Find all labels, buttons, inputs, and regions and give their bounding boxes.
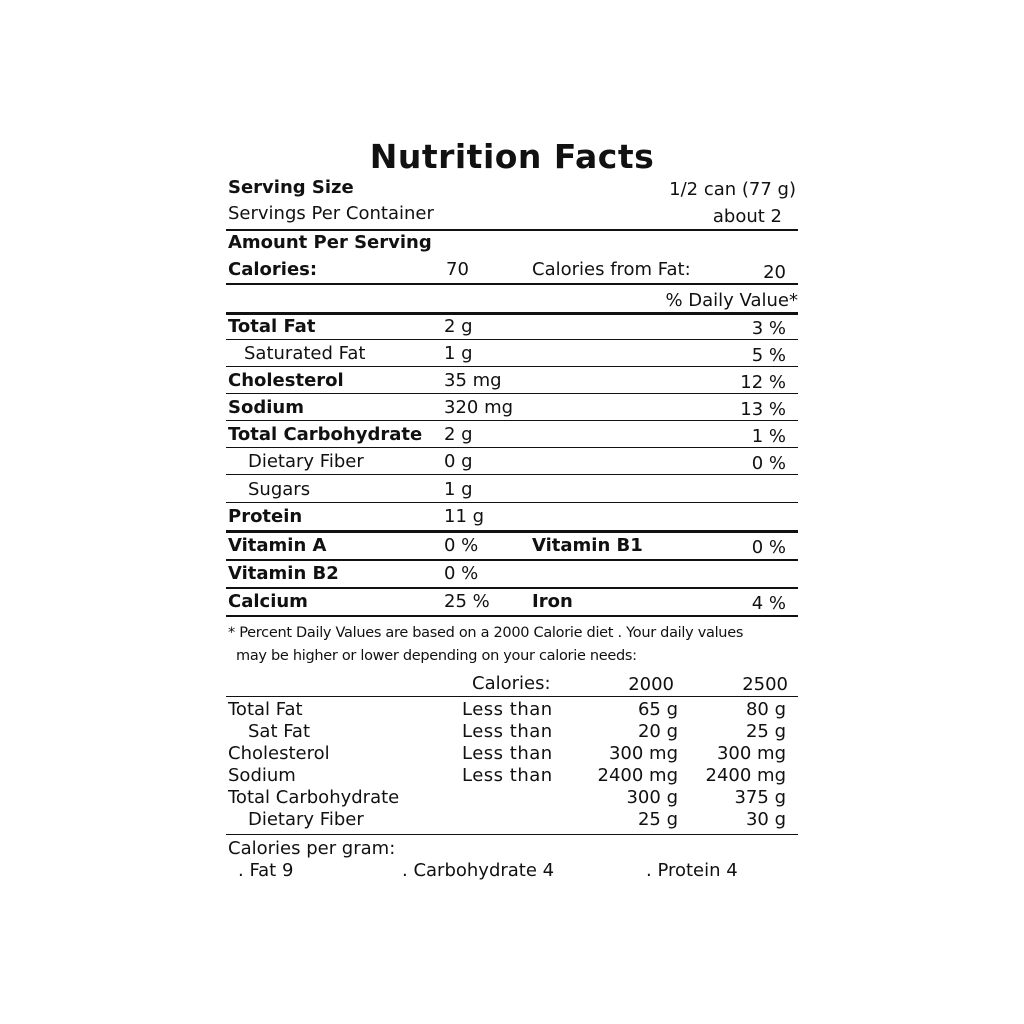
- daily-value-header: % Daily Value*: [665, 290, 798, 311]
- nutrient-amount: 11 g: [444, 506, 485, 527]
- calories-from-fat-value: 20: [763, 262, 786, 283]
- reference-col-2500: 2500: [742, 674, 788, 695]
- mineral-value: 4 %: [751, 593, 786, 614]
- reference-row-2000: 65 g: [637, 699, 678, 720]
- calories-from-fat-label: Calories from Fat:: [532, 259, 691, 280]
- calories-per-gram-fat: . Fat 9: [238, 860, 294, 881]
- divider: [226, 474, 798, 475]
- reference-row-2000: 300 mg: [608, 743, 678, 764]
- serving-size-label: Serving Size: [228, 177, 354, 198]
- nutrient-daily-value: 3 %: [751, 318, 786, 339]
- nutrient-amount: 1 g: [444, 343, 473, 364]
- nutrient-daily-value: 13 %: [740, 399, 786, 420]
- nutrient-name: Cholesterol: [228, 370, 344, 391]
- divider: [226, 420, 798, 421]
- amount-per-serving-heading: Amount Per Serving: [228, 232, 432, 253]
- reference-row-2500: 2400 mg: [705, 765, 786, 786]
- reference-row-2500: 375 g: [734, 787, 786, 808]
- reference-row-name: Sodium: [228, 765, 296, 786]
- nutrient-daily-value: 12 %: [740, 372, 786, 393]
- nutrient-amount: 35 mg: [444, 370, 502, 391]
- calories-value: 70: [446, 259, 469, 280]
- reference-row-qualifier: Less than: [462, 699, 553, 720]
- vitamin-name: Vitamin B1: [532, 535, 643, 556]
- divider: [226, 502, 798, 503]
- divider: [226, 339, 798, 340]
- nutrient-daily-value: 5 %: [751, 345, 786, 366]
- nutrient-name: Total Fat: [228, 316, 316, 337]
- divider: [226, 587, 798, 589]
- nutrient-name: Dietary Fiber: [248, 451, 364, 472]
- divider: [226, 312, 798, 315]
- reference-row-name: Dietary Fiber: [248, 809, 364, 830]
- reference-row-2500: 25 g: [745, 721, 786, 742]
- vitamin-value: 0 %: [444, 563, 479, 584]
- calories-per-gram-label: Calories per gram:: [228, 838, 396, 859]
- footnote-line: * Percent Daily Values are based on a 2000 Calorie diet . Your daily values: [228, 625, 744, 641]
- mineral-name: Calcium: [228, 591, 308, 612]
- servings-per-container-label: Servings Per Container: [228, 203, 434, 224]
- reference-row-2000: 20 g: [637, 721, 678, 742]
- divider: [226, 447, 798, 448]
- nutrient-amount: 2 g: [444, 424, 473, 445]
- calories-per-gram-carbohydrate: . Carbohydrate 4: [402, 860, 555, 881]
- divider: [226, 615, 798, 617]
- nutrient-amount: 1 g: [444, 479, 473, 500]
- vitamin-value: 0 %: [444, 535, 479, 556]
- calories-label: Calories:: [228, 259, 318, 280]
- nutrient-name: Sugars: [248, 479, 311, 500]
- nutrient-daily-value: 1 %: [751, 426, 786, 447]
- mineral-name: Iron: [532, 591, 573, 612]
- nutrient-daily-value: 0 %: [751, 453, 786, 474]
- vitamin-value: 0 %: [751, 537, 786, 558]
- vitamin-name: Vitamin A: [228, 535, 327, 556]
- nutrient-amount: 320 mg: [444, 397, 514, 418]
- reference-calories-label: Calories:: [472, 673, 551, 694]
- reference-row-qualifier: Less than: [462, 743, 553, 764]
- divider: [226, 393, 798, 394]
- reference-row-name: Total Carbohydrate: [228, 787, 400, 808]
- nutrient-amount: 2 g: [444, 316, 473, 337]
- mineral-value: 25 %: [444, 591, 490, 612]
- reference-row-2000: 2400 mg: [597, 765, 678, 786]
- reference-row-qualifier: Less than: [462, 765, 553, 786]
- divider: [226, 229, 798, 231]
- reference-row-2000: 25 g: [637, 809, 678, 830]
- reference-row-qualifier: Less than: [462, 721, 553, 742]
- footnote-line: may be higher or lower depending on your calorie needs:: [236, 648, 637, 664]
- nutrient-name: Saturated Fat: [244, 343, 366, 364]
- divider: [226, 283, 798, 285]
- label-title: Nutrition Facts: [369, 137, 655, 176]
- divider: [226, 559, 798, 561]
- servings-per-container-value: about 2: [712, 206, 782, 227]
- divider: [226, 366, 798, 367]
- divider: [226, 834, 798, 835]
- reference-row-name: Cholesterol: [228, 743, 330, 764]
- reference-row-2500: 80 g: [745, 699, 786, 720]
- reference-row-name: Sat Fat: [248, 721, 311, 742]
- nutrient-name: Protein: [228, 506, 303, 527]
- reference-row-2500: 300 mg: [716, 743, 786, 764]
- reference-row-2000: 300 g: [626, 787, 678, 808]
- reference-col-2000: 2000: [628, 674, 674, 695]
- nutrient-amount: 0 g: [444, 451, 473, 472]
- vitamin-name: Vitamin B2: [228, 563, 339, 584]
- calories-per-gram-protein: . Protein 4: [646, 860, 738, 881]
- divider: [226, 530, 798, 533]
- nutrient-name: Total Carbohydrate: [228, 424, 423, 445]
- divider: [226, 696, 798, 697]
- nutrient-name: Sodium: [228, 397, 304, 418]
- reference-row-2500: 30 g: [745, 809, 786, 830]
- serving-size-value: 1/2 can (77 g): [669, 179, 796, 200]
- reference-row-name: Total Fat: [228, 699, 303, 720]
